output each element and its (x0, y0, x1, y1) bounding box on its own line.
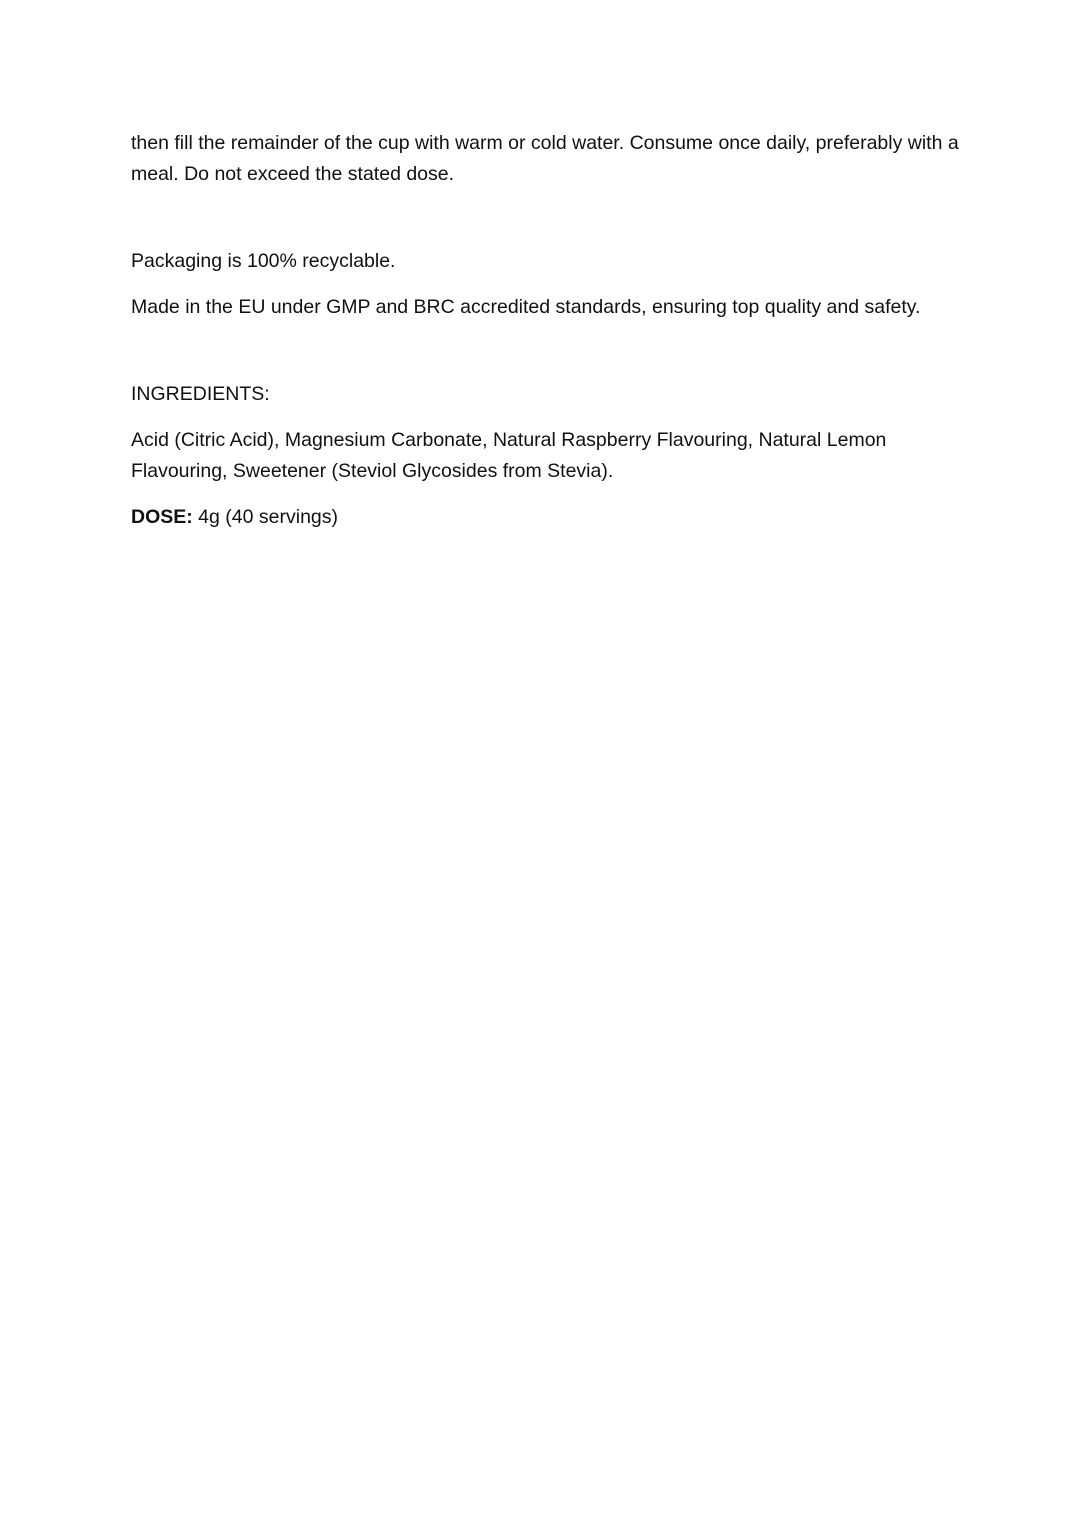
packaging-paragraph: Packaging is 100% recyclable. (131, 250, 396, 272)
spacer (131, 190, 961, 246)
dose-line (131, 502, 961, 533)
spacer (131, 323, 961, 379)
spacer (131, 277, 961, 292)
spacer (131, 410, 961, 425)
spacer (131, 487, 961, 502)
manufacturing-paragraph: Made in the EU under GMP and BRC accredited standards, ensuring top quality and safety. (131, 296, 921, 318)
dose-value: 4g (40 servings) (192, 506, 338, 528)
document-page (131, 128, 961, 533)
directions-paragraph: then fill the remainder of the cup with warm or cold water. Consume once daily, preferably with a meal. Do not exceed the stated dose. (131, 132, 959, 185)
dose-label: DOSE: (131, 506, 193, 528)
ingredients-list: Acid (Citric Acid), Magnesium Carbonate, Natural Raspberry Flavouring, Natural Lemon Flavouring, Sweetener (Steviol Glycosides from Stevia). (131, 429, 887, 482)
ingredients-heading: INGREDIENTS: (131, 383, 270, 405)
